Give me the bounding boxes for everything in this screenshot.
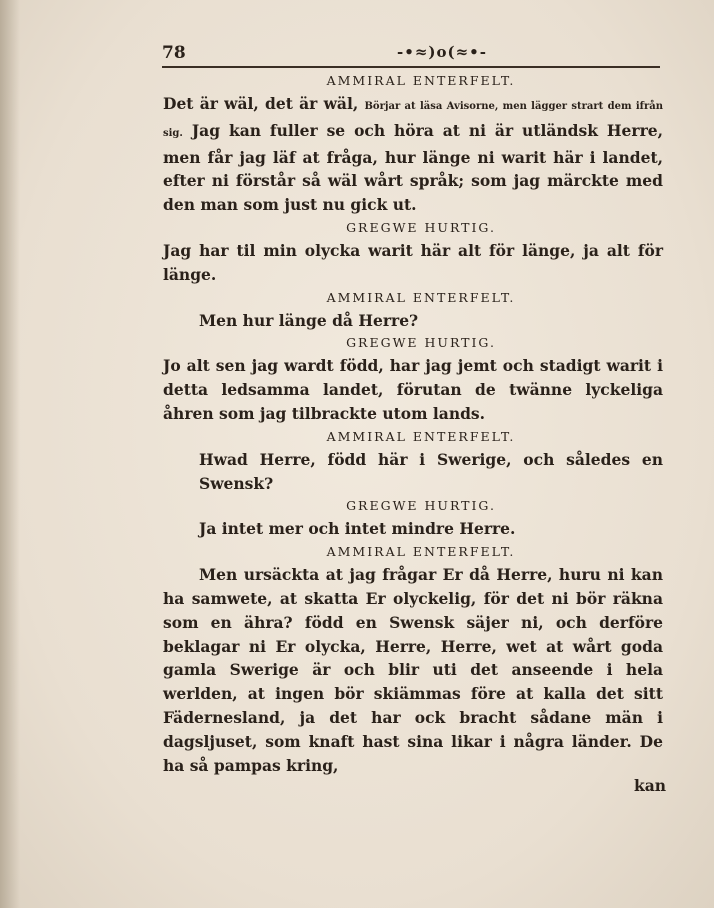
speech-text: [163, 92, 663, 217]
catchword: kan: [634, 776, 667, 795]
play-text: [163, 70, 663, 777]
running-header: [162, 43, 662, 65]
speech-text: Men ursäckta at jag frågar Er då Herre, huru ni kan ha samwete, at skatta Er olyckelig, för det ni bör räkna som en ähra? född en Swensk säjer ni, och derföre beklagar ni Er olycka, Herre, Herre, wet at wårt goda gamla Swerige är och blir uti det anseende i hela werlden, at ingen bör skiämmas före at kalla det sitt Fädernesland, ja det har ock bracht sådane män i dagsljuset, som knaft hast sina likar i några länder. De ha så pampas kring,: [163, 565, 663, 775]
speaker-heading: GREGWE HURTIG.: [346, 219, 496, 235]
speech-continuation: Jag kan fuller se och höra at ni är utländsk Herre, men får jag läf at fråga, hur länge ni warit här i landet, efter ni förstår så wäl wårt språk; som jag märckte med den man som just nu gick ut.: [163, 120, 663, 215]
speaker-heading: AMMIRAL ENTERFELT.: [326, 289, 516, 305]
speaker-heading: AMMIRAL ENTERFELT.: [326, 428, 516, 444]
speech-text: Men hur länge då Herre?: [199, 310, 419, 330]
speaker-heading: AMMIRAL ENTERFELT.: [326, 544, 516, 560]
speech-text: Ja intet mer och intet mindre Herre.: [199, 519, 516, 539]
stage-direction: Börjar at läsa Avisorne, men lägger strart dem ifrån sig.: [163, 101, 663, 139]
speech-opening: Det är wäl, det är wäl,: [163, 94, 359, 113]
speaker-heading: GREGWE HURTIG.: [346, 335, 496, 351]
speech-text: Jag har til min olycka warit här alt för länge, ja alt för länge.: [163, 240, 663, 284]
header-ornament: -•≈)o(≈•-: [397, 43, 487, 61]
speech-text: Jo alt sen jag wardt född, har jag jemt och stadigt warit i detta ledsamma landet, förutan de twänne lyckeliga åhren som jag tilbrackte utom lands.: [163, 356, 663, 423]
header-rule: [162, 66, 660, 68]
speech-text: Hwad Herre, född här i Swerige, och således en Swensk?: [199, 449, 663, 493]
speaker-heading: GREGWE HURTIG.: [346, 498, 496, 514]
page-number: 78: [162, 43, 186, 63]
speaker-heading: AMMIRAL ENTERFELT.: [326, 73, 516, 88]
page-edge-shadow: [0, 0, 20, 908]
